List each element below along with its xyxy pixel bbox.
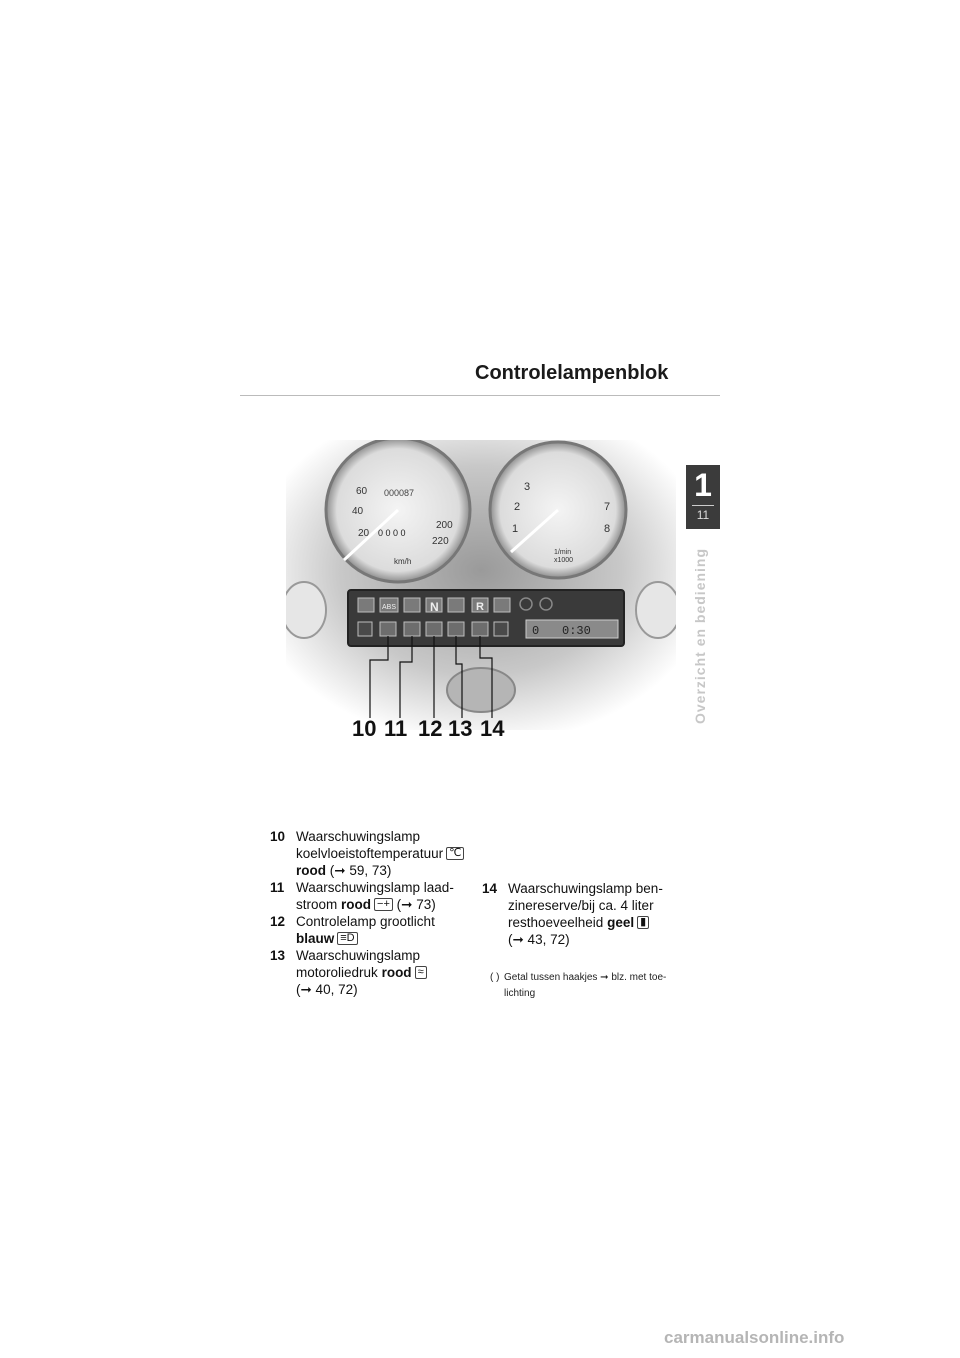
legend-color: rood (341, 897, 372, 912)
lcd-clock: 0:30 (562, 624, 591, 638)
legend-color: blauw (296, 931, 335, 946)
ignition-lock (447, 668, 515, 712)
oil-pressure-lamp (448, 622, 464, 636)
legend-line: Controlelamp grootlicht (296, 914, 435, 929)
turn-left-lamp (358, 598, 374, 612)
tacho-tick-3: 3 (524, 481, 531, 493)
legend-line: Waarschuwingslamp laad- (296, 880, 454, 895)
odometer-readout: 000087 (384, 488, 415, 498)
tacho-tick-7: 7 (604, 501, 611, 513)
callout-12: 12 (418, 716, 443, 741)
chapter-tab (686, 465, 720, 529)
instrument-cluster-photo (286, 440, 676, 730)
legend-num: 14 (482, 881, 498, 896)
legend-num: 12 (270, 914, 286, 929)
tacho-tick-8: 8 (604, 523, 611, 535)
page-number: 11 (696, 508, 710, 522)
legend-right-column (482, 880, 692, 948)
speed-tick-200: 200 (436, 520, 453, 531)
legend-line: zinereserve/bij ca. 4 liter (508, 898, 654, 913)
legend-entry-14 (482, 880, 692, 948)
battery-icon: −+ (374, 898, 393, 911)
legend-color: rood (296, 863, 326, 878)
legend-line: koelvloeistoftemperatuur (296, 846, 444, 861)
page-ref: (➞ 43, 72) (508, 932, 570, 947)
lcd-gear: 0 (532, 624, 540, 638)
callout-10: 10 (352, 716, 377, 741)
footnote-mark: ( ) (490, 972, 500, 983)
legend-entry-12 (270, 913, 480, 947)
legend-entry-10 (270, 828, 480, 879)
high-beam-icon: ≡D (337, 932, 357, 945)
legend-line: Waarschuwingslamp ben- (508, 881, 663, 896)
bottom-lamp-row (358, 622, 508, 636)
legend-line: motoroliedruk (296, 965, 378, 980)
oil-grid-lamp (448, 598, 464, 612)
speed-tick-60: 60 (356, 486, 368, 497)
tacho-unit-a: 1/min (554, 549, 572, 556)
legend-num: 13 (270, 948, 286, 963)
coolant-lamp (380, 622, 396, 636)
turn-right-lamp (494, 598, 510, 612)
right-gauge (636, 582, 676, 638)
fuel-pump-icon: ▮ (637, 916, 649, 929)
left-gauge (286, 582, 326, 638)
page-title: Controlelampenblok (475, 362, 669, 384)
title-rule (240, 395, 720, 396)
legend-num: 10 (270, 829, 286, 844)
legend-line: resthoeveelheid (508, 915, 604, 930)
side-section-label: Overzicht en bediening (692, 547, 708, 724)
callout-row (352, 716, 512, 742)
neutral-lamp-label: N (430, 600, 439, 614)
tacho-unit-b: x1000 (554, 557, 574, 564)
high-beam-lamp (426, 622, 442, 636)
chapter-number: 1 (694, 467, 712, 503)
legend-line: Waarschuwingslamp (296, 829, 421, 844)
callout-14: 14 (480, 716, 505, 741)
speed-tick-40: 40 (352, 506, 364, 517)
oil-can-icon: ≈ (415, 966, 427, 979)
callout-11: 11 (384, 716, 408, 741)
legend-entry-13 (270, 947, 480, 998)
speed-unit: km/h (394, 557, 412, 566)
footnote-line: Getal tussen haakjes ➞ blz. met toe- (504, 972, 667, 983)
blank-lamp-right (494, 622, 508, 636)
legend-entry-11 (270, 879, 480, 913)
thermometer-icon: ℃ (446, 847, 464, 860)
abs-lamp-label: ABS (382, 604, 397, 611)
charge-lamp (404, 622, 420, 636)
callout-13: 13 (448, 716, 473, 741)
footnote-line: lichting (504, 988, 536, 999)
speed-tick-20: 20 (358, 528, 370, 539)
footnote (490, 970, 714, 1002)
tacho-tick-1: 1 (512, 523, 519, 535)
reverse-lamp-label: R (476, 601, 484, 613)
site-watermark: carmanualsonline.info (664, 1328, 845, 1347)
speed-tick-220: 220 (432, 536, 449, 547)
tacho-tick-2: 2 (514, 501, 521, 513)
hazard-lamp (404, 598, 420, 612)
page-ref: (➞ 40, 72) (296, 982, 358, 997)
fuel-reserve-lamp (472, 622, 488, 636)
legend-color: geel (607, 915, 635, 930)
trip-readout: 0 0 0 0 (378, 528, 406, 538)
page-ref: (➞ 73) (396, 897, 436, 912)
legend-line: stroom (296, 897, 338, 912)
legend-line: Waarschuwingslamp (296, 948, 421, 963)
page-ref: (➞ 59, 73) (329, 863, 392, 878)
legend-left-column (270, 828, 480, 998)
blank-lamp-left (358, 622, 372, 636)
legend-num: 11 (270, 880, 285, 895)
legend-color: rood (381, 965, 412, 980)
